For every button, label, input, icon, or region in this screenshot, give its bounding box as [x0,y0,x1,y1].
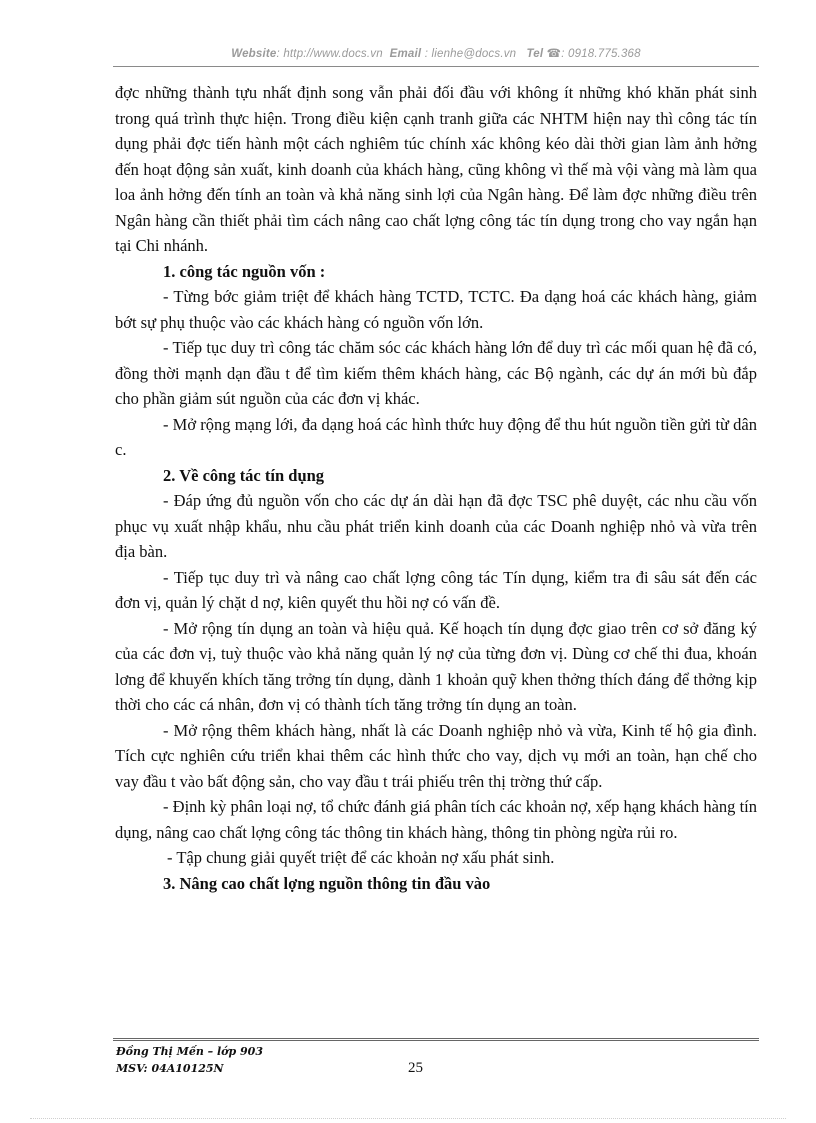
section-heading-2: 2. Về công tác tín dụng [163,465,325,485]
footer-rule [113,1038,759,1041]
section1-paragraph: - Mở rộng mạng lới, đa dạng hoá các hình thức huy động để thu hút nguồn tiền gửi từ dân c. [115,414,757,459]
section1-paragraph: - Từng bớc giảm triệt để khách hàng TCTD, TCTC. Đa dạng hoá các khách hàng, giảm bớt sự phụ thuộc vào các khách hàng có nguồn vốn lớn. [115,287,757,332]
email-value: : lienhe@docs.vn [424,48,517,60]
section1-paragraph: - Tiếp tục duy trì công tác chăm sóc các khách hàng lớn để duy trì các mối quan hệ đã có, đồng thời mạnh dạn đầu t để tìm kiếm thêm khách hàng, các Bộ ngành, các dự án mới bù đắp cho phần giảm sút nguồn của các đơn vị khác. [115,338,757,408]
header-rule [113,66,759,67]
phone-icon: ☎ [546,48,562,60]
website-label: Website [231,48,277,60]
website-value: : http://www.docs.vn [276,48,383,60]
document-body [115,80,757,896]
section-heading-3: 3. Nâng cao chất lợng nguồn thông tin đầu vào [163,873,491,893]
section2-paragraph: - Định kỳ phân loại nợ, tổ chức đánh giá phân tích các khoản nợ, xếp hạng khách hàng tín dụng, nâng cao chất lợng công tác thông tin khách hàng, thông tin phòng ngừa rủi ro. [115,797,757,842]
tel-value: : 0918.775.368 [561,48,641,60]
footer-student-id: MSV: 04A10125N [116,1062,224,1075]
section-heading-1: 1. công tác nguồn vốn : [163,261,326,281]
section2-paragraph: - Tiếp tục duy trì và nâng cao chất lợng công tác Tín dụng, kiểm tra đi sâu sát đến các đơn vị, quản lý chặt d nợ, kiên quyết thu hồi nợ có vấn đề. [115,567,757,612]
page-header [113,46,759,60]
tel-label: Tel [526,48,544,60]
intro-paragraph: đợc những thành tựu nhất định song vẫn phải đối đầu với không ít những khó khăn phát sinh trong quá trình thực hiện. Trong điều kiện cạnh tranh giữa các NHTM hiện nay thì công tác tín dụng phải đợc tiến hành một cách nghiêm túc chính xác không kéo dài thời gian làm ảnh hởng đến hoạt động sản xuất, kinh doanh của khách hàng, cũng không vì thế mà vội vàng mà làm qua loa ảnh hởng đến tính an toàn và khả năng sinh lợi của Ngân hàng. Để làm đợc những điều trên Ngân hàng cần thiết phải tìm cách nâng cao chất lợng công tác tín dụng trong cho vay ngắn hạn tại Chi nhánh. [115,83,757,255]
page-number: 25 [408,1060,423,1076]
email-label: Email [389,48,422,60]
section2-paragraph: - Mở rộng tín dụng an toàn và hiệu quả. Kế hoạch tín dụng đợc giao trên cơ sở đăng ký của các đơn vị, tuỳ thuộc vào khả năng quản lý nợ của từng đơn vị. Dùng cơ chế thi đua, khoán lơng để khuyến khích tăng trởng tín dụng, dành 1 khoản quỹ khen thởng thích đáng để thởng kịp thời cho các cá nhân, đơn vị có thành tích tăng trởng tín dụng an toàn. [115,618,757,714]
footer-author-block [116,1043,263,1077]
section2-paragraph: - Đáp ứng đủ nguồn vốn cho các dự án dài hạn đã đợc TSC phê duyệt, các nhu cầu vốn phục vụ xuất nhập khẩu, nhu cầu phát triển kinh doanh của các Doanh nghiệp nhỏ và vừa trên địa bàn. [115,491,757,561]
page-bottom-border [30,1118,786,1119]
footer-author: Đồng Thị Mến – lớp 903 [116,1045,263,1058]
section2-paragraph: - Mở rộng thêm khách hàng, nhất là các Doanh nghiệp nhỏ và vừa, Kinh tế hộ gia đình. Tích cực nghiên cứu triển khai thêm các hình thức cho vay, dịch vụ mới an toàn, hạn chế cho vay đầu t vào bất động sản, cho vay đầu t trái phiếu trên thị trờng thứ cấp. [115,720,757,791]
section2-paragraph: - Tập chung giải quyết triệt để các khoản nợ xấu phát sinh. [167,848,555,867]
